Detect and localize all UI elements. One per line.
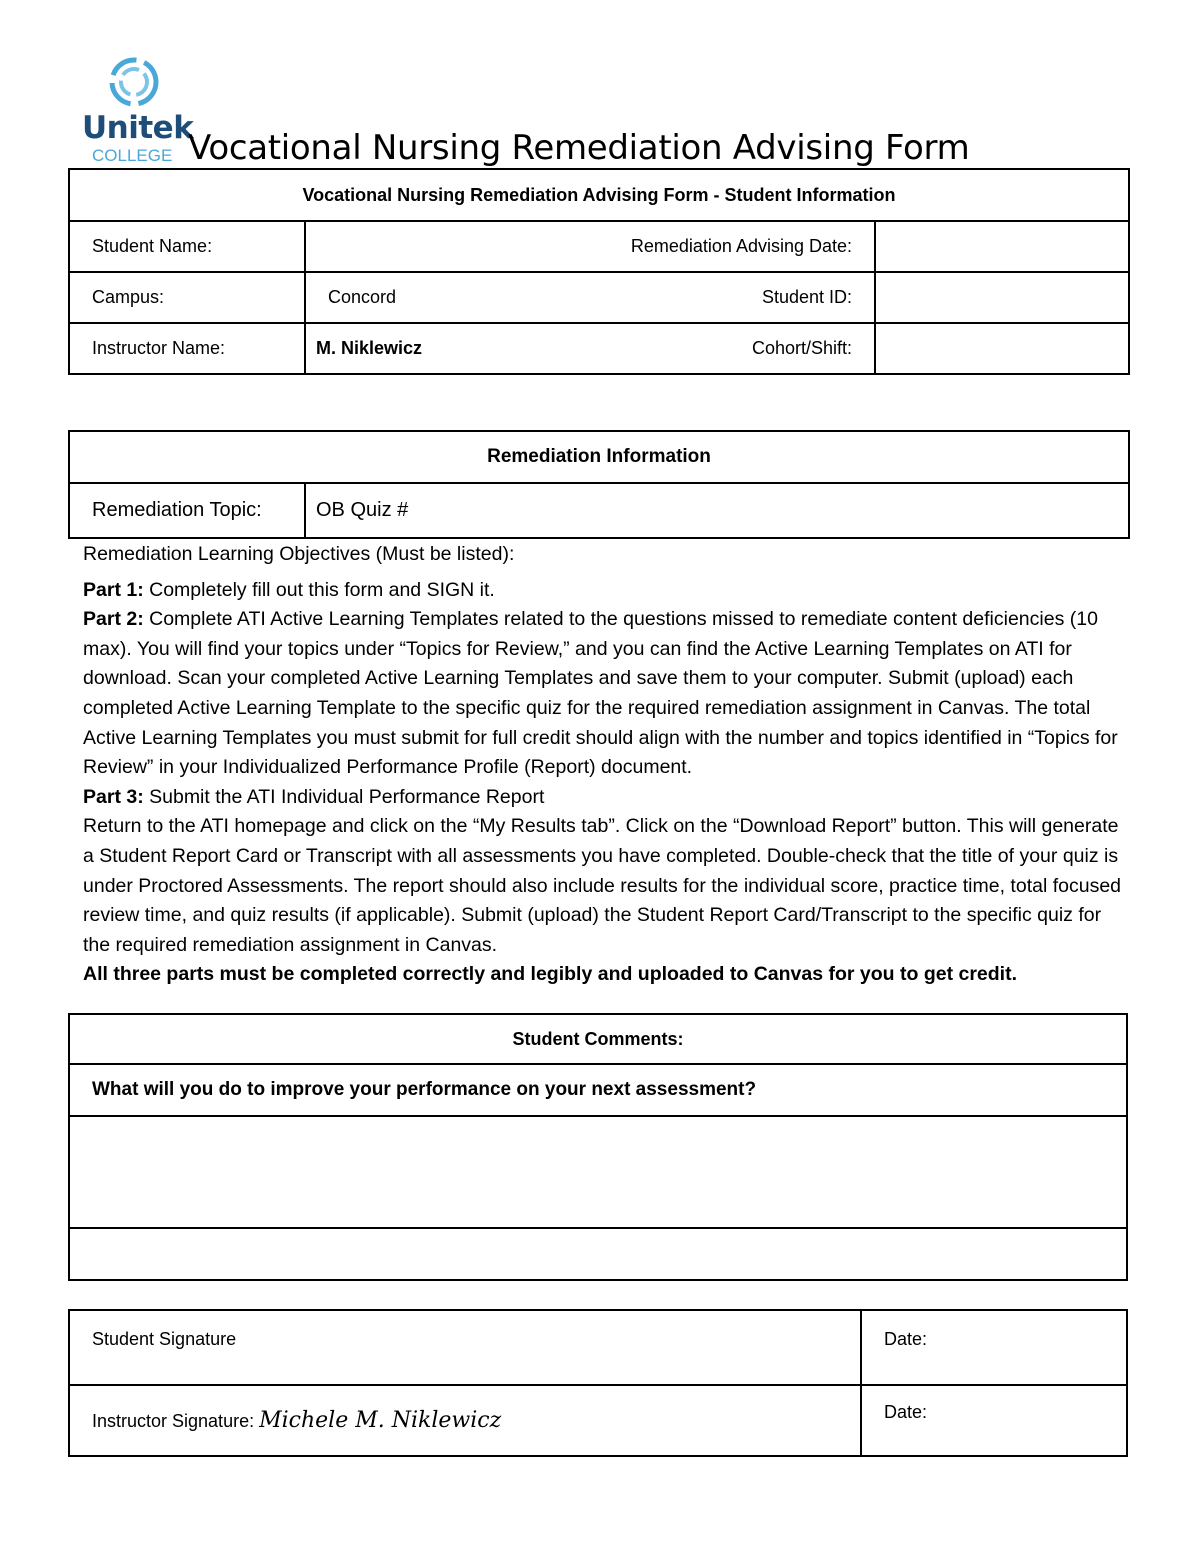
remediation-info-table xyxy=(68,430,1130,539)
instructor-name-field[interactable]: M. Niklewicz xyxy=(305,323,580,374)
learning-objectives: Remediation Learning Objectives (Must be listed): xyxy=(83,543,515,565)
instructor-signature-label: Instructor Signature: xyxy=(92,1411,260,1431)
final-note: All three parts must be completed correctly and legibly and uploaded to Canvas for you to get credit. xyxy=(83,963,1018,986)
remediation-topic-field[interactable]: OB Quiz # xyxy=(305,483,1129,538)
instructions-block xyxy=(83,540,1123,990)
student-comments-header: Student Comments: xyxy=(69,1014,1127,1064)
remediation-topic-label: Remediation Topic: xyxy=(69,483,305,538)
student-date-label: Date: xyxy=(884,1329,928,1349)
part-3-label: Part 3: xyxy=(83,785,144,808)
remediation-info-header: Remediation Information xyxy=(69,431,1129,483)
logo-wordmark: Unitek xyxy=(82,110,194,146)
student-info-header: Vocational Nursing Remediation Advising Form - Student Information xyxy=(69,169,1129,221)
cohort-shift-field[interactable] xyxy=(875,323,1129,374)
improvement-question: What will you do to improve your performance on your next assessment? xyxy=(69,1064,1127,1116)
student-info-table xyxy=(68,168,1130,375)
unitek-college-logo xyxy=(82,56,194,166)
student-name-field[interactable] xyxy=(305,221,580,272)
advising-date-label: Remediation Advising Date: xyxy=(580,221,875,272)
part-1-label: Part 1: xyxy=(83,578,144,601)
student-name-label: Student Name: xyxy=(69,221,305,272)
part-1 xyxy=(83,576,1123,606)
student-signature-label: Student Signature xyxy=(92,1329,237,1349)
instructor-date-field[interactable] xyxy=(861,1385,1127,1456)
instructor-signature: Michele M. Niklewicz xyxy=(259,1408,502,1433)
student-id-field[interactable] xyxy=(875,272,1129,323)
part-2-label: Part 2: xyxy=(83,608,144,631)
cohort-shift-label: Cohort/Shift: xyxy=(580,323,875,374)
part-2-text: Complete ATI Active Learning Templates related to the questions missed to remediate content deficiencies (10 max). You will find your topics under “Topics for Review,” and you can find the Active Learning Templates on ATI for download. Scan your completed Active Learning Templates and save them to your computer. Submit (upload) each completed Active Learning Template to the specific quiz for the required remediation assignment in Canvas. The total Active Learning Templates you must submit for full credit should align with the number and topics identified in “Topics for Review” in your Individualized Performance Profile (Report) document. xyxy=(83,608,1118,779)
return-instructions: Return to the ATI homepage and click on the “My Results tab”. Click on the “Download Report” button. This will generate a Student Report Card or Transcript with all assessments you have completed. Double-check that the title of your quiz is under Proctored Assessments. The report should also include results for the individual score, practice time, total focused review time, and quiz results (if applicable). Submit (upload) the Student Report Card/Transcript to the specific quiz for the required remediation assignment in Canvas. xyxy=(83,815,1122,956)
student-signature-field[interactable] xyxy=(69,1310,861,1385)
student-comments-table xyxy=(68,1013,1128,1281)
student-date-field[interactable] xyxy=(861,1310,1127,1385)
part-3-text: Submit the ATI Individual Performance Report xyxy=(143,785,545,808)
part-3 xyxy=(83,783,1123,813)
advising-date-field[interactable] xyxy=(875,221,1129,272)
comment-extra-field[interactable] xyxy=(69,1228,1127,1280)
part-2 xyxy=(83,605,1123,783)
logo-swirl-icon xyxy=(108,56,160,108)
part-1-text: Completely fill out this form and SIGN it. xyxy=(143,578,495,601)
instructor-name-label: Instructor Name: xyxy=(69,323,305,374)
signature-table xyxy=(68,1309,1128,1457)
campus-label: Campus: xyxy=(69,272,305,323)
comment-answer-field[interactable] xyxy=(69,1116,1127,1228)
page-title: Vocational Nursing Remediation Advising Form xyxy=(188,128,970,168)
logo-subtitle: COLLEGE xyxy=(92,146,173,165)
instructor-date-label: Date: xyxy=(884,1402,928,1422)
student-id-label: Student ID: xyxy=(580,272,875,323)
instructor-signature-field[interactable] xyxy=(69,1385,861,1456)
campus-field[interactable]: Concord xyxy=(305,272,580,323)
